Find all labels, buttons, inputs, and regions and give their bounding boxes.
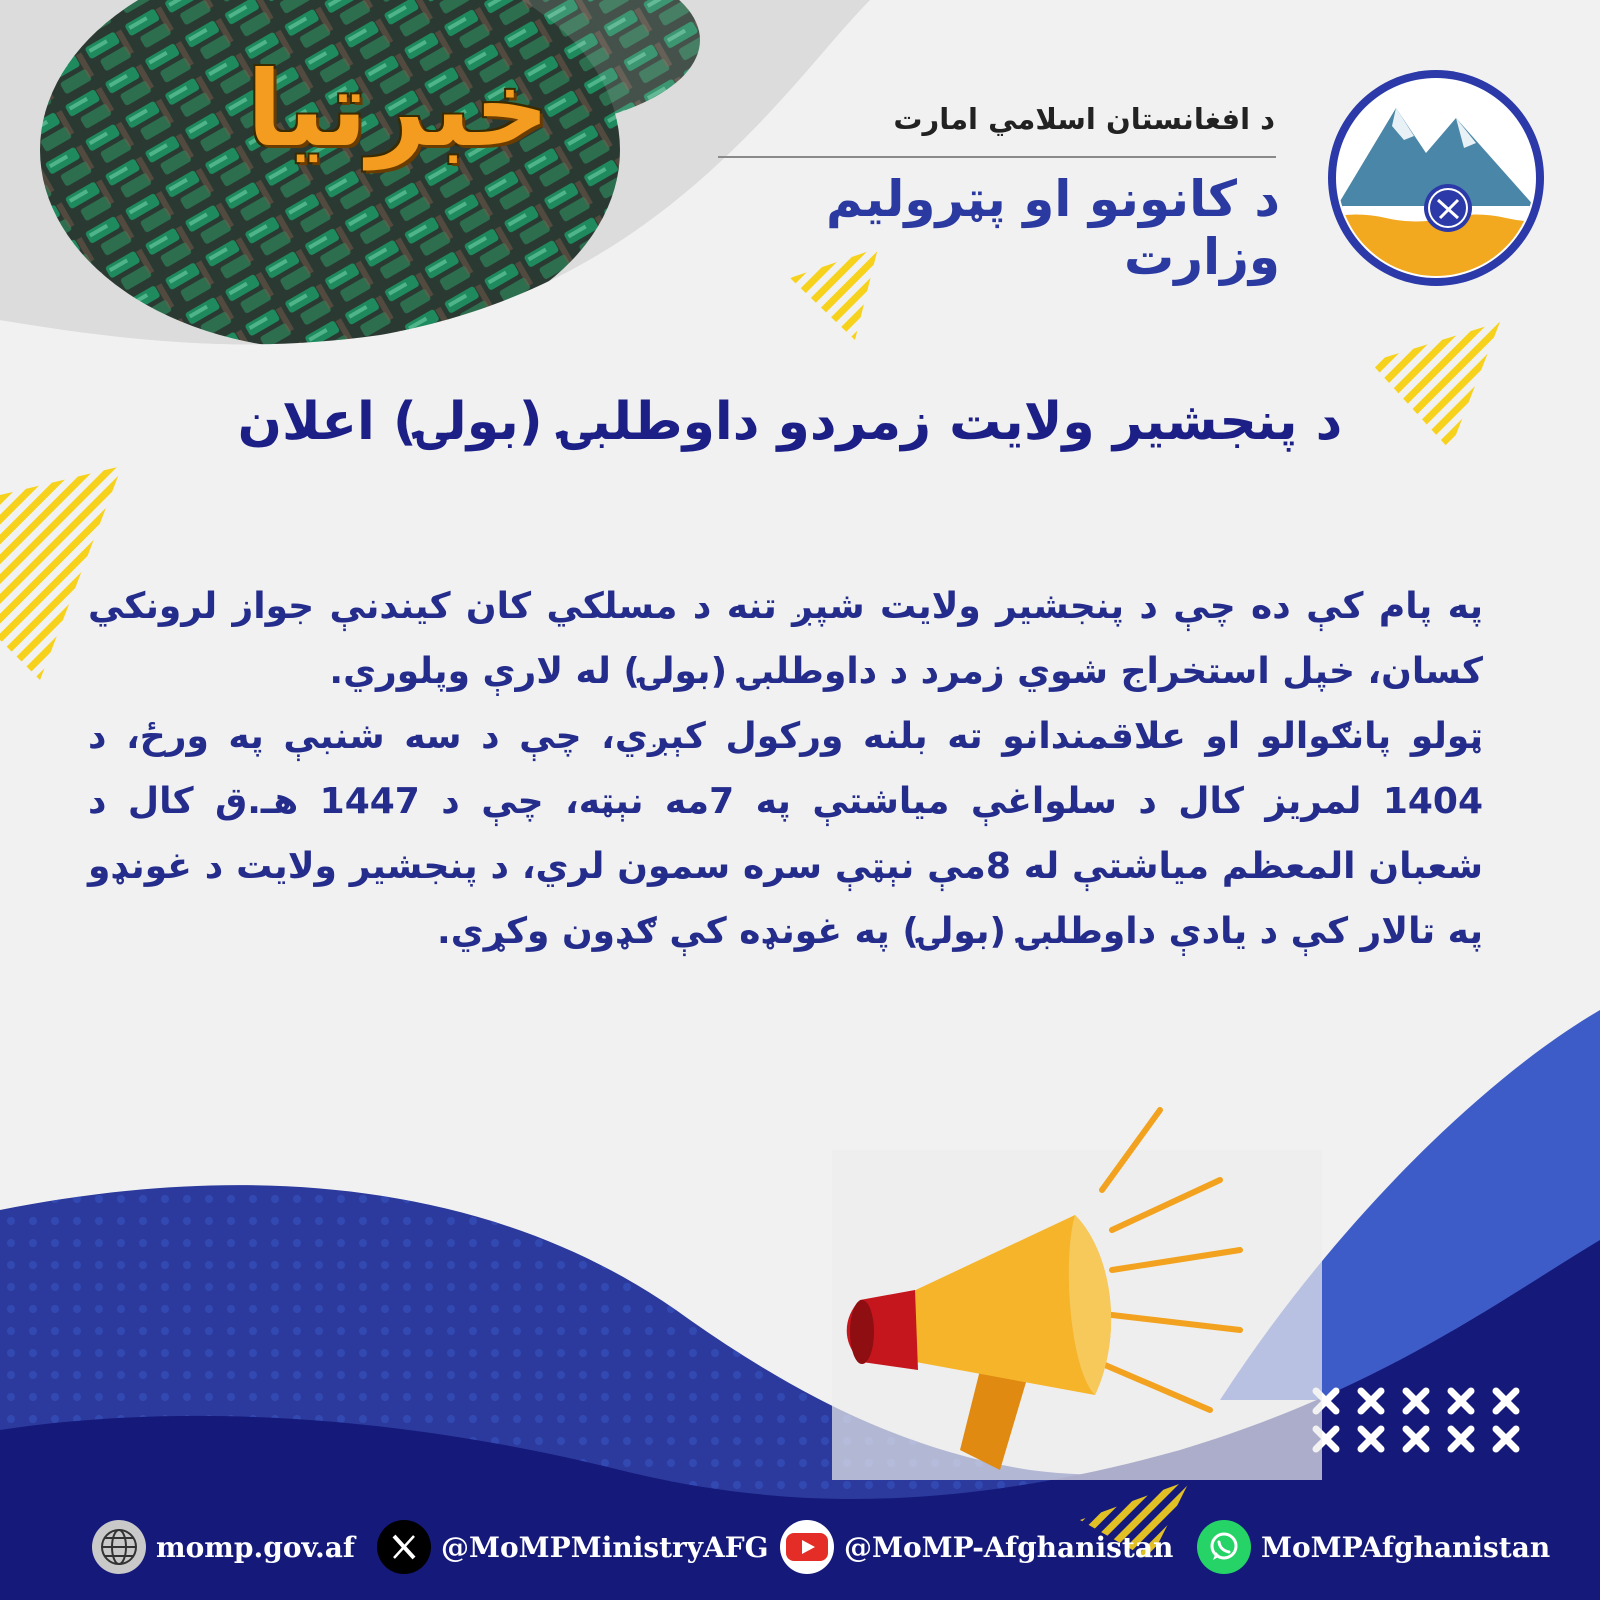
globe-icon <box>92 1520 146 1574</box>
footer-bar <box>0 1512 1600 1582</box>
news-tag-title: خبرتیا <box>246 48 550 170</box>
announcement-body <box>88 574 1483 964</box>
website-label: momp.gov.af <box>156 1530 355 1564</box>
emirate-name: د افغانستان اسلامي امارت <box>893 102 1275 136</box>
whatsapp-link[interactable] <box>1197 1512 1550 1582</box>
ministry-name: د کانونو او پټرولیم وزارت <box>826 170 1280 286</box>
whatsapp-icon <box>1197 1520 1251 1574</box>
whatsapp-handle-label: MoMPAfghanistan <box>1261 1530 1551 1564</box>
x-logo-icon <box>377 1520 431 1574</box>
body-paragraph-2: ټولو پانګوالو او علاقمندانو ته بلنه ورکول کېږي، چې د سه شنبې په ورځ، د 1404 لمریز کال د سلواغې میاشتې په 7مه نېټه، چې د 1447 هـ.ق کال د شعبان المعظم میاشتې له 8مې نېټې سره سمون لري، د پنجشیر ولایت د غونډو په تالار کې د یادې داوطلبۍ (بولۍ) په غونډه کې ګډون وکړي. <box>88 716 1484 952</box>
body-paragraph-1: په پام کې ده چې د پنجشیر ولایت شپږ تنه د مسلکي کان کیندنې جواز لرونکي کسان، خپل استخراج شوي زمرد د داوطلبۍ (بولۍ) له لارې وپلوري. <box>88 586 1483 692</box>
header-divider <box>718 156 1276 158</box>
ministry-logo <box>1326 68 1546 288</box>
youtube-icon <box>780 1520 834 1574</box>
x-link[interactable] <box>377 1512 769 1582</box>
youtube-handle-label: @MoMP-Afghanistan <box>844 1530 1174 1564</box>
megaphone-icon <box>832 1110 1322 1480</box>
x-handle-label: @MoMPMinistryAFG <box>441 1530 769 1564</box>
website-link[interactable] <box>92 1512 355 1582</box>
youtube-link[interactable] <box>780 1512 1173 1582</box>
announcement-headline: د پنجشیر ولایت زمردو داوطلبۍ (بولۍ) اعلان <box>237 392 1343 452</box>
